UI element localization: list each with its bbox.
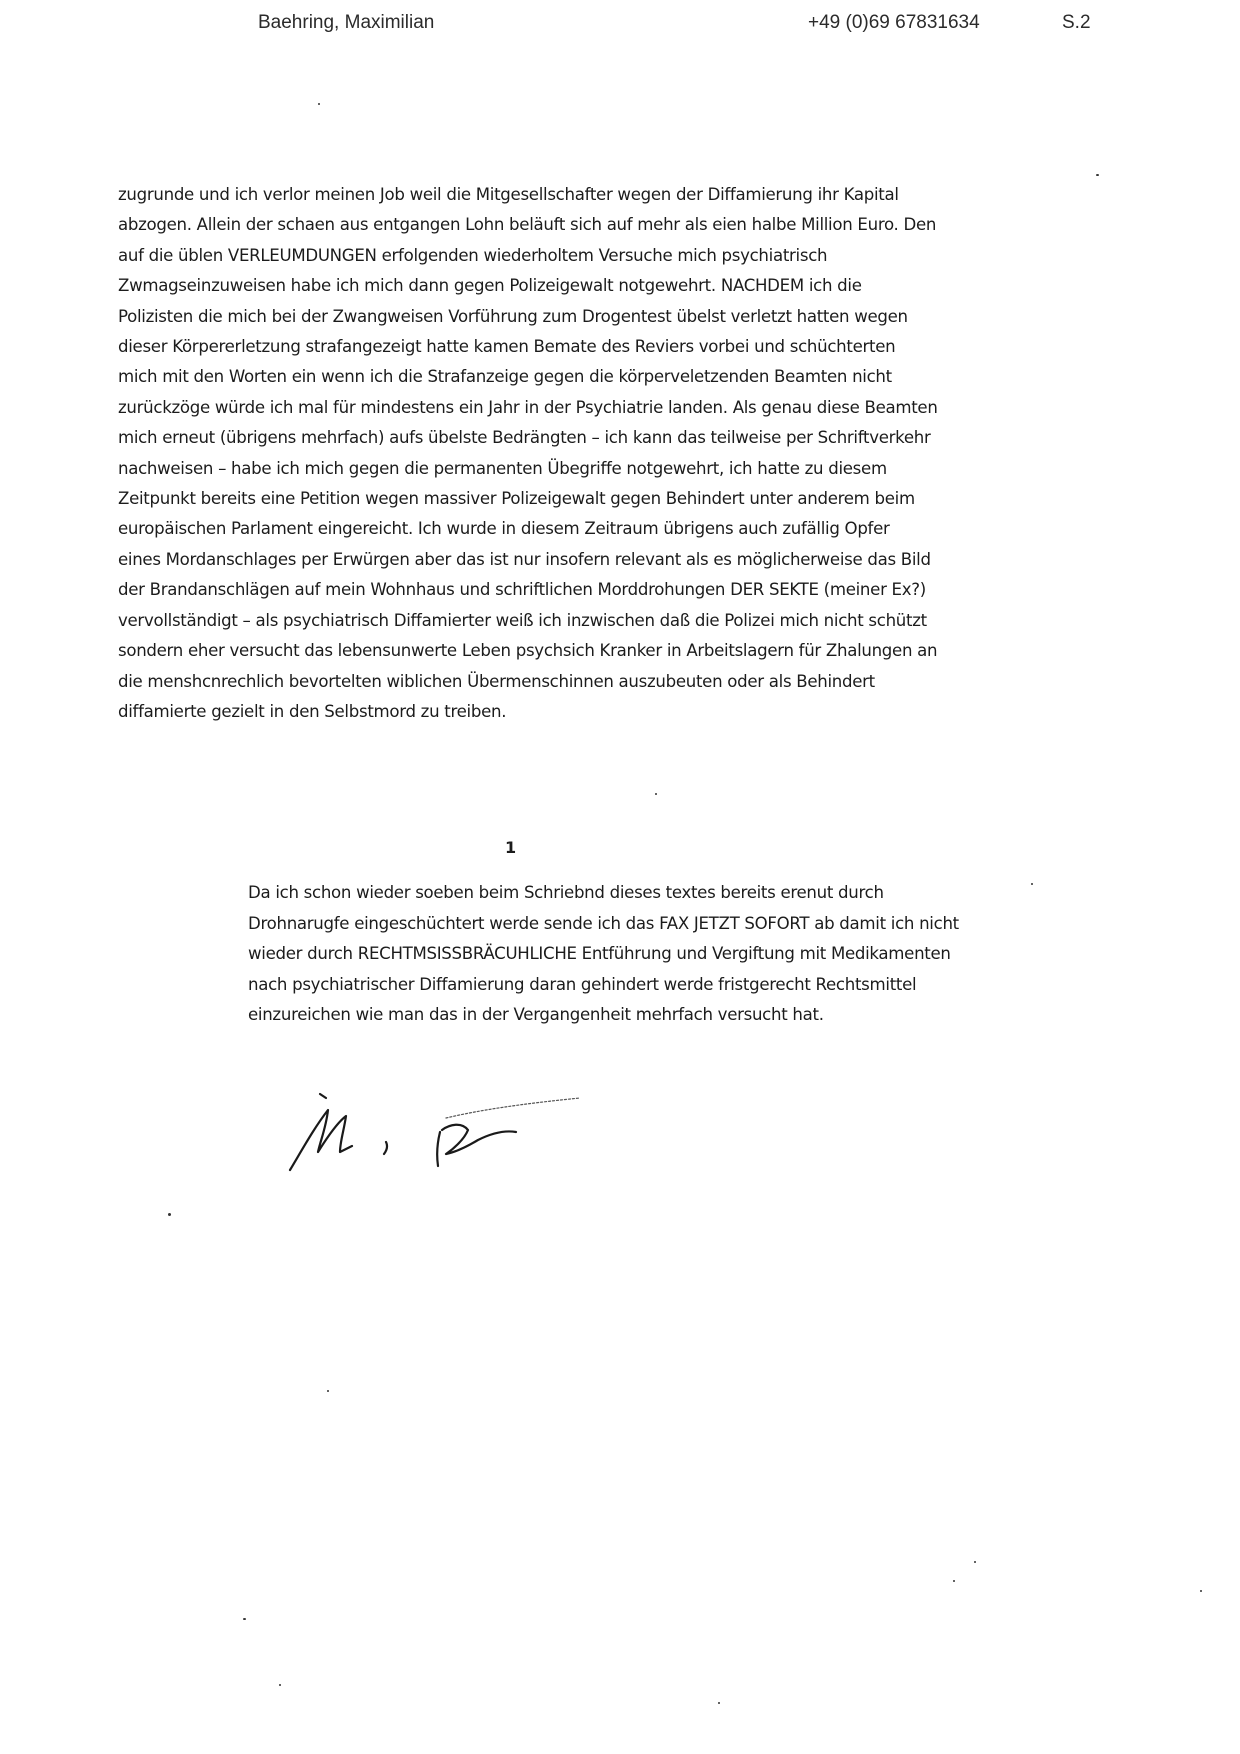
scan-speck	[1031, 883, 1033, 885]
scan-speck	[168, 1213, 171, 1216]
letter-body	[118, 180, 1078, 727]
body-line: Zwmagseinzuweisen habe ich mich dann gegen Polizeigewalt notgewehrt. NACHDEM ich die	[118, 276, 862, 296]
body-line: diffamierte gezielt in den Selbstmord zu treiben.	[118, 701, 507, 721]
scan-speck	[318, 103, 320, 105]
closing-line: nach psychiatrischer Diffamierung daran gehindert werde fristgerecht Rechtsmittel	[248, 974, 917, 994]
body-line: Zeitpunkt bereits eine Petition wegen massiver Polizeigewalt gegen Behindert unter anderem beim	[118, 489, 915, 509]
scan-speck	[974, 1561, 976, 1563]
body-line: der Brandanschlägen auf mein Wohnhaus und schriftlichen Morddrohungen DER SEKTE (meiner Ex?)	[118, 580, 926, 600]
scan-speck	[655, 793, 657, 795]
handwritten-signature	[280, 1080, 660, 1180]
page-mark: 1	[505, 838, 517, 857]
scan-speck	[1096, 174, 1099, 176]
body-line: vervollständigt – als psychiatrisch Diffamierter weiß ich inzwischen daß die Polizei mich nicht schützt	[118, 610, 927, 630]
scan-speck	[1200, 1590, 1202, 1592]
body-line: die menshcnrechlich bevortelten wiblichen Übermenschinnen auszubeuten oder als Behindert	[118, 671, 875, 691]
scan-speck	[953, 1580, 955, 1582]
fax-header	[0, 12, 1240, 40]
body-line: sondern eher versucht das lebensunwerte Leben psychsich Kranker in Arbeitslagern für Zhalungen an	[118, 641, 938, 661]
scan-speck	[243, 1618, 246, 1620]
body-line: zugrunde und ich verlor meinen Job weil die Mitgesellschafter wegen der Diffamierung ihr Kapital	[118, 185, 899, 204]
closing-paragraph	[248, 878, 1088, 1031]
body-line: mich mit den Worten ein wenn ich die Strafanzeige gegen die körperveletzenden Beamten nicht	[118, 367, 892, 387]
closing-line: einzureichen wie man das in der Vergangenheit mehrfach versucht hat.	[248, 1005, 824, 1025]
scan-speck	[718, 1702, 720, 1704]
body-line: Polizisten die mich bei der Zwangweisen Vorführung zum Drogentest übelst verletzt hatten wegen	[118, 306, 908, 326]
body-line: dieser Körpererletzung strafangezeigt hatte kamen Bemate des Reviers vorbei und schüchterten	[118, 337, 896, 357]
sender-name: Baehring, Maximilian	[258, 12, 435, 33]
body-line: mich erneut (übrigens mehrfach) aufs übelste Bedrängten – ich kann das teilweise per Schriftverkehr	[118, 428, 931, 448]
sender-phone: +49 (0)69 67831634	[808, 12, 980, 33]
body-line: auf die üblen VERLEUMDUNGEN erfolgenden wiederholtem Versuche mich psychiatrisch	[118, 245, 828, 265]
body-line: europäischen Parlament eingereicht. Ich wurde in diesem Zeitraum übrigens auch zufällig Opfer	[118, 519, 890, 539]
page-number: S.2	[1062, 12, 1091, 33]
closing-line: wieder durch RECHTMSISSBRÄCUHLICHE Entführung und Vergiftung mit Medikamenten	[248, 944, 951, 964]
body-line: abzogen. Allein der schaen aus entgangen Lohn beläuft sich auf mehr als eien halbe Million Euro. Den	[118, 215, 937, 235]
closing-line: Da ich schon wieder soeben beim Schriebnd dieses textes bereits erenut durch	[248, 883, 884, 902]
scan-speck	[279, 1684, 281, 1686]
body-line: zurückzöge würde ich mal für mindestens ein Jahr in der Psychiatrie landen. Als genau diese Beamten	[118, 397, 938, 417]
body-line: eines Mordanschlages per Erwürgen aber das ist nur insofern relevant als es möglicherweise das Bild	[118, 549, 931, 569]
closing-line: Drohnarugfe eingeschüchtert werde sende ich das FAX JETZT SOFORT ab damit ich nicht	[248, 913, 959, 933]
scan-speck	[327, 1390, 329, 1392]
body-line: nachweisen – habe ich mich gegen die permanenten Übegriffe notgewehrt, ich hatte zu diesem	[118, 458, 887, 478]
